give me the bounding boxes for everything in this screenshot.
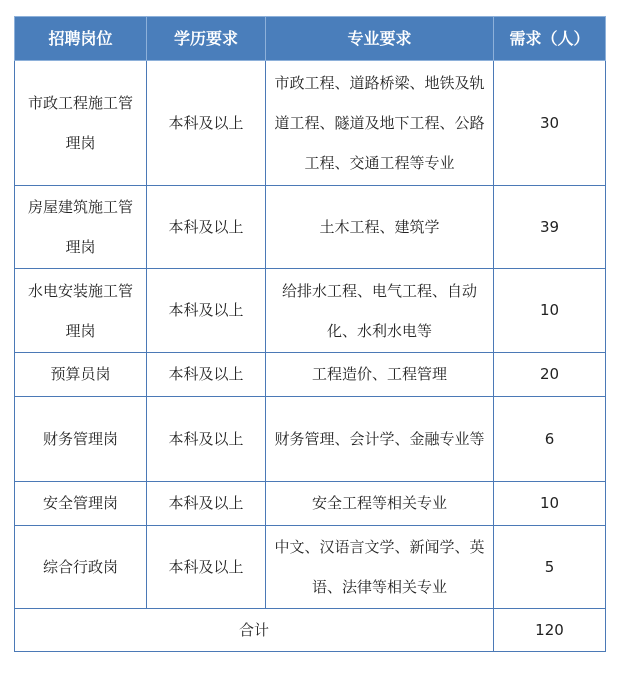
header-major: 专业要求 — [266, 17, 494, 61]
cell-major: 市政工程、道路桥梁、地铁及轨道工程、隧道及地下工程、公路工程、交通工程等专业 — [266, 61, 494, 186]
cell-major: 给排水工程、电气工程、自动化、水利水电等 — [266, 269, 494, 353]
total-row — [15, 609, 606, 652]
table-row — [15, 482, 606, 526]
cell-major: 安全工程等相关专业 — [266, 482, 494, 526]
cell-position: 市政工程施工管理岗 — [15, 61, 147, 186]
cell-demand: 20 — [494, 353, 606, 397]
total-label: 合计 — [15, 609, 494, 652]
cell-major: 工程造价、工程管理 — [266, 353, 494, 397]
cell-major: 财务管理、会计学、金融专业等 — [266, 397, 494, 482]
recruitment-table-container — [14, 16, 605, 652]
recruitment-table — [14, 16, 606, 652]
cell-demand: 6 — [494, 397, 606, 482]
cell-position: 综合行政岗 — [15, 526, 147, 609]
cell-major: 土木工程、建筑学 — [266, 186, 494, 269]
header-demand: 需求（人） — [494, 17, 606, 61]
cell-education: 本科及以上 — [147, 353, 266, 397]
cell-position: 水电安装施工管理岗 — [15, 269, 147, 353]
cell-major: 中文、汉语言文学、新闻学、英语、法律等相关专业 — [266, 526, 494, 609]
header-position: 招聘岗位 — [15, 17, 147, 61]
table-row — [15, 269, 606, 353]
cell-education: 本科及以上 — [147, 526, 266, 609]
table-row — [15, 397, 606, 482]
cell-education: 本科及以上 — [147, 186, 266, 269]
total-value: 120 — [494, 609, 606, 652]
cell-demand: 39 — [494, 186, 606, 269]
cell-education: 本科及以上 — [147, 269, 266, 353]
cell-position: 预算员岗 — [15, 353, 147, 397]
cell-education: 本科及以上 — [147, 397, 266, 482]
cell-position: 财务管理岗 — [15, 397, 147, 482]
cell-demand: 10 — [494, 269, 606, 353]
cell-demand: 10 — [494, 482, 606, 526]
header-education: 学历要求 — [147, 17, 266, 61]
table-row — [15, 61, 606, 186]
table-header-row — [15, 17, 606, 61]
cell-education: 本科及以上 — [147, 482, 266, 526]
cell-demand: 5 — [494, 526, 606, 609]
cell-education: 本科及以上 — [147, 61, 266, 186]
cell-position: 安全管理岗 — [15, 482, 147, 526]
table-row — [15, 186, 606, 269]
cell-demand: 30 — [494, 61, 606, 186]
table-row — [15, 526, 606, 609]
table-row — [15, 353, 606, 397]
cell-position: 房屋建筑施工管理岗 — [15, 186, 147, 269]
